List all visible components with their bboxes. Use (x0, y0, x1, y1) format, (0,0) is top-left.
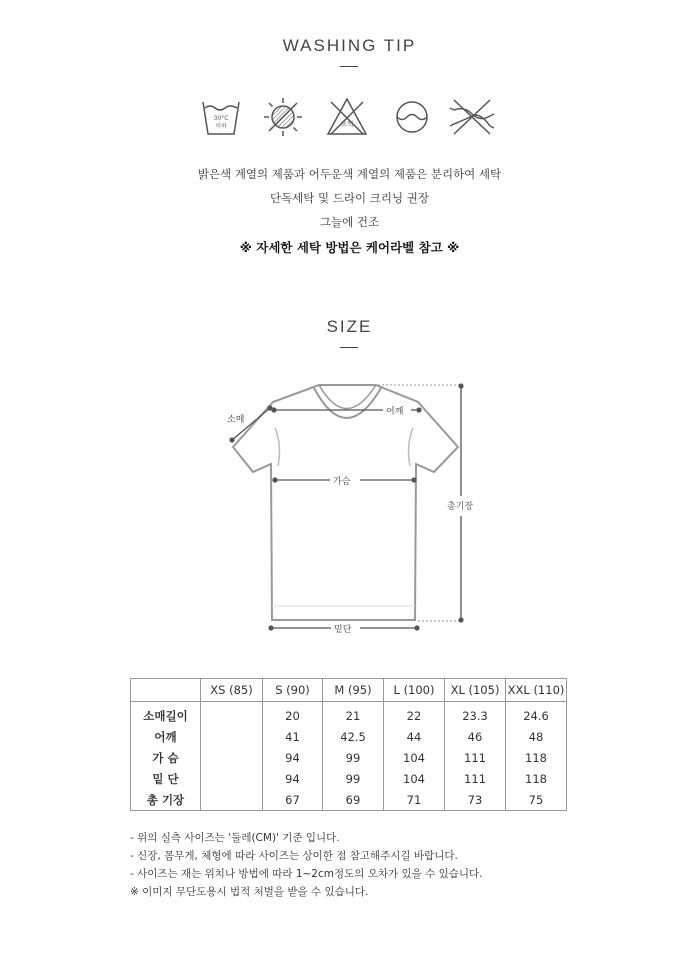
table-cell: 20 (263, 702, 323, 727)
table-cell (201, 789, 263, 811)
table-cell: 69 (323, 789, 384, 811)
table-cell: 44 (384, 726, 445, 747)
table-cell: 111 (445, 747, 506, 768)
sleeve-label: 소매 (227, 415, 245, 425)
table-cell: 104 (384, 768, 445, 789)
table-row (131, 726, 567, 747)
table-cell: 24.6 (506, 702, 567, 727)
table-cell: 67 (263, 789, 323, 811)
bleach-text: 표백 (340, 120, 354, 128)
table-cell: 104 (384, 747, 445, 768)
tshirt-size-diagram (0, 370, 699, 640)
row-label-length: 총 기장 (131, 789, 201, 811)
dry-clean-icon (392, 96, 432, 138)
table-cell: 118 (506, 747, 567, 768)
table-cell (201, 747, 263, 768)
table-cell (201, 702, 263, 727)
table-cell: 41 (263, 726, 323, 747)
table-cell: 94 (263, 747, 323, 768)
row-label-hem: 밑 단 (131, 768, 201, 789)
table-cell: 73 (445, 789, 506, 811)
hem-label: 밑단 (334, 625, 352, 635)
wash-30-icon (200, 96, 242, 138)
care-line-3: 그늘에 건조 (319, 215, 380, 229)
header-s: S (90) (263, 679, 323, 702)
table-row (131, 768, 567, 789)
table-cell: 42.5 (323, 726, 384, 747)
tshirt-outline (233, 385, 458, 620)
wash-temp-text: 30°C (213, 115, 229, 122)
row-label-chest: 가 슴 (131, 747, 201, 768)
washing-title-rule (340, 66, 358, 67)
header-m: M (95) (323, 679, 384, 702)
table-row (131, 747, 567, 768)
wash-limit-text: 이하 (215, 123, 227, 130)
washing-tip-title: WASHING TIP (282, 36, 417, 55)
shoulder-label: 어깨 (386, 407, 404, 417)
table-row (131, 702, 567, 727)
table-cell: 99 (323, 768, 384, 789)
table-cell: 22 (384, 702, 445, 727)
table-cell: 21 (323, 702, 384, 727)
table-cell (201, 768, 263, 789)
care-emphasis: ※ 자세한 세탁 방법은 케어라벨 참고 ※ (239, 240, 460, 255)
row-label-shoulder: 어깨 (131, 726, 201, 747)
care-line-1: 밝은색 계열의 제품과 어두운색 계열의 제품은 분리하여 세탁 (197, 167, 502, 181)
table-cell: 75 (506, 789, 567, 811)
size-notes (130, 829, 483, 901)
table-cell: 23.3 (445, 702, 506, 727)
header-empty (131, 679, 201, 702)
row-label-sleeve: 소매길이 (131, 702, 201, 727)
chest-label: 가슴 (333, 477, 351, 487)
size-table (130, 678, 567, 811)
table-cell: 46 (445, 726, 506, 747)
length-label: 총기장 (447, 502, 474, 512)
table-row (131, 789, 567, 811)
care-icons-row (0, 96, 699, 140)
note-copyright: ※ 이미지 무단도용시 법적 처벌을 받을 수 있습니다. (130, 886, 369, 898)
table-cell: 48 (506, 726, 567, 747)
table-cell (201, 726, 263, 747)
table-cell: 94 (263, 768, 323, 789)
size-table-header (131, 679, 567, 702)
care-line-2: 단독세탁 및 드라이 크리닝 권장 (269, 191, 430, 205)
no-bleach-icon (325, 96, 369, 138)
table-cell: 71 (384, 789, 445, 811)
header-xl: XL (105) (445, 679, 506, 702)
table-cell: 99 (323, 747, 384, 768)
header-xs: XS (85) (201, 679, 263, 702)
size-title-rule (340, 347, 358, 348)
header-xxl: XXL (110) (506, 679, 567, 702)
note-measurement-basis: - 위의 실측 사이즈는 '둘레(CM)' 기준 입니다. (130, 832, 340, 844)
note-tolerance: - 사이즈는 재는 위치나 방법에 따라 1~2cm정도의 오차가 있을 수 있습니다. (130, 868, 483, 880)
size-title: SIZE (326, 317, 373, 336)
header-l: L (100) (384, 679, 445, 702)
table-cell: 118 (506, 768, 567, 789)
dry-shade-icon (262, 96, 304, 138)
table-cell: 111 (445, 768, 506, 789)
no-wring-icon (448, 96, 496, 138)
note-body-type: - 신장, 몸무게, 체형에 따라 사이즈는 상이한 점 참고해주시길 바랍니다. (130, 850, 458, 862)
